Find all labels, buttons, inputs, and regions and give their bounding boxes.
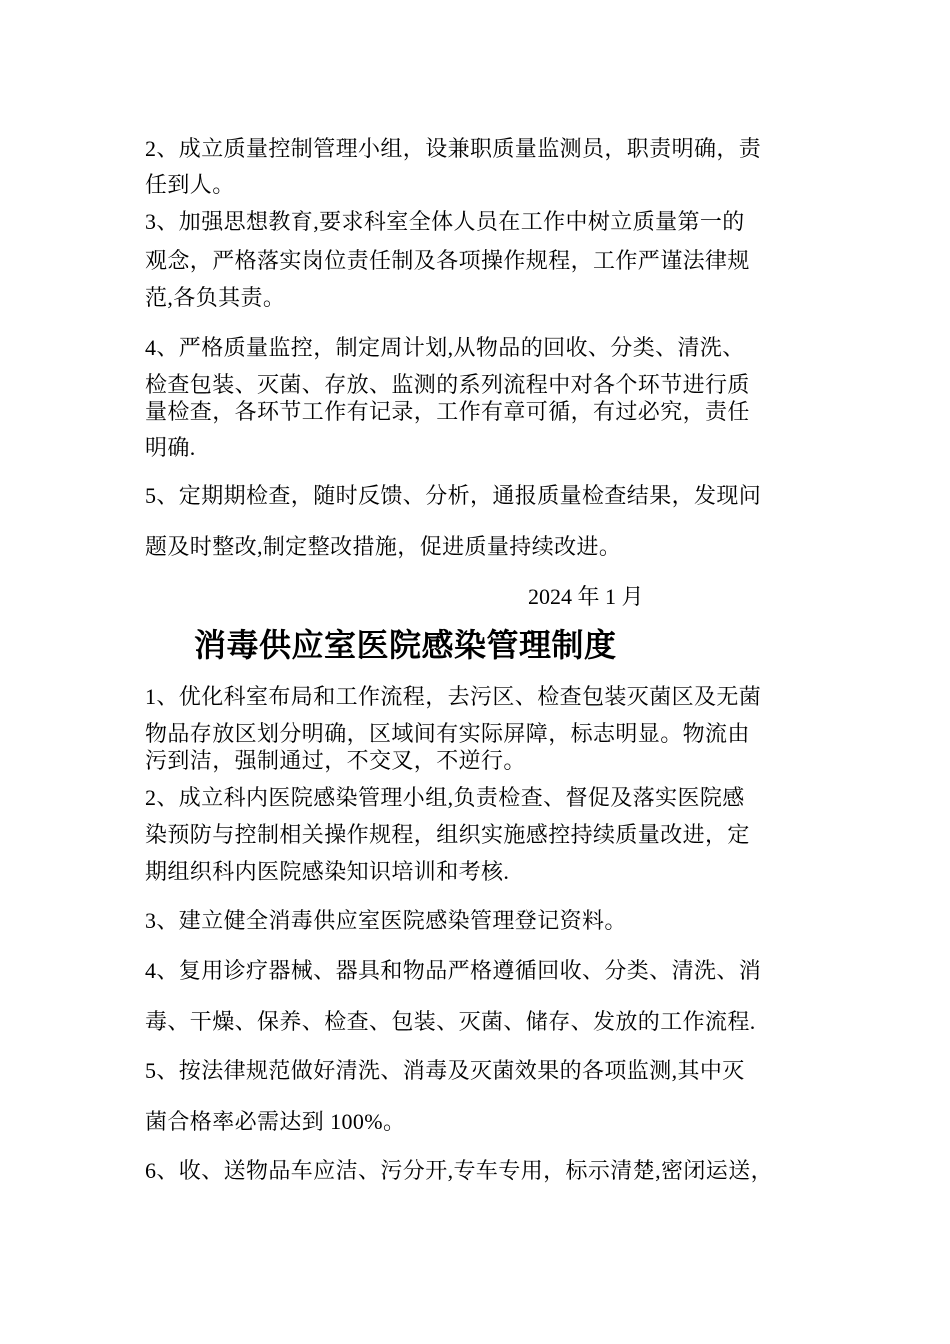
text-line: 5、定期期检查，随时反馈、分析，通报质量检查结果，发现问 bbox=[145, 483, 762, 508]
text-line: 检查包装、灭菌、存放、监测的系列流程中对各个环节进行质 bbox=[145, 372, 750, 397]
text-line: 5、按法律规范做好清洗、消毒及灭菌效果的各项监测,其中灭 bbox=[145, 1058, 745, 1083]
text-line: 4、复用诊疗器械、器具和物品严格遵循回收、分类、清洗、消 bbox=[145, 958, 762, 983]
text-line: 明确. bbox=[145, 435, 196, 460]
text-line: 任到人。 bbox=[145, 172, 235, 197]
text-line: 6、收、送物品车应洁、污分开,专车专用，标示清楚,密闭运送， bbox=[145, 1158, 774, 1183]
text-line: 染预防与控制相关操作规程，组织实施感控持续质量改进，定 bbox=[145, 822, 750, 847]
text-line: 2、成立科内医院感染管理小组,负责检查、督促及落实医院感 bbox=[145, 785, 745, 810]
text-line: 1、优化科室布局和工作流程，去污区、检查包装灭菌区及无菌 bbox=[145, 684, 762, 709]
text-line: 菌合格率必需达到 100%。 bbox=[145, 1109, 406, 1134]
text-line: 3、建立健全消毒供应室医院感染管理登记资料。 bbox=[145, 908, 627, 933]
text-line: 物品存放区划分明确，区域间有实际屏障，标志明显。物流由 bbox=[145, 721, 750, 746]
document-date: 2024 年 1 月 bbox=[528, 584, 644, 609]
text-line: 题及时整改,制定整改措施，促进质量持续改进。 bbox=[145, 534, 622, 559]
text-line: 2、成立质量控制管理小组，设兼职质量监测员，职责明确，责 bbox=[145, 136, 762, 161]
text-line: 4、严格质量监控，制定周计划,从物品的回收、分类、清洗、 bbox=[145, 335, 745, 360]
text-line: 3、加强思想教育,要求科室全体人员在工作中树立质量第一的 bbox=[145, 209, 745, 234]
text-line: 污到洁，强制通过，不交叉，不逆行。 bbox=[145, 748, 526, 773]
text-line: 毒、干燥、保养、检查、包装、灭菌、储存、发放的工作流程. bbox=[145, 1009, 756, 1034]
text-line: 观念，严格落实岗位责任制及各项操作规程，工作严谨法律规 bbox=[145, 248, 750, 273]
text-line: 量检查，各环节工作有记录，工作有章可循，有过必究，责任 bbox=[145, 399, 750, 424]
text-line: 期组织科内医院感染知识培训和考核. bbox=[145, 859, 510, 884]
text-line: 范,各负其责。 bbox=[145, 285, 286, 310]
section-title: 消毒供应室医院感染管理制度 bbox=[194, 626, 617, 664]
